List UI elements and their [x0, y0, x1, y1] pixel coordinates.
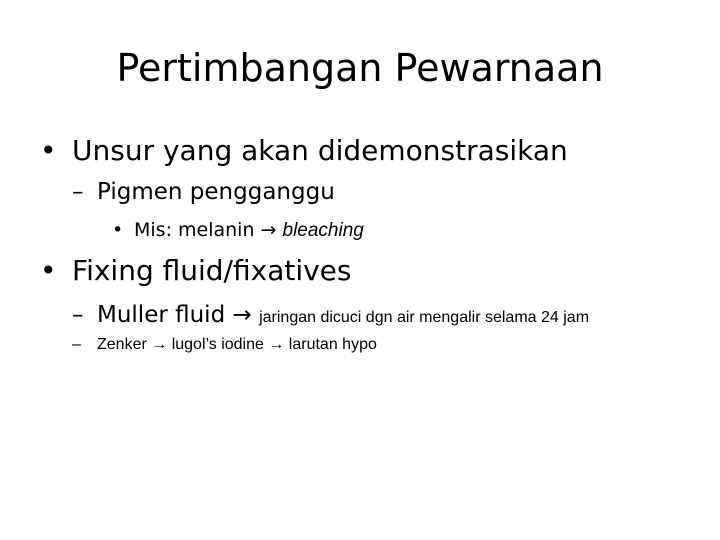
- bullet-item-1: [40, 133, 568, 169]
- bullet-marker: •: [40, 134, 57, 167]
- sub-item-text: Zenker → lugol’s iodine → larutan hypo: [97, 336, 377, 353]
- bullet-text: Unsur yang akan didemonstrasikan: [72, 134, 568, 167]
- emphasis-text: bleaching: [282, 220, 364, 241]
- bullet-item-2: [40, 253, 352, 289]
- bullet-marker: •: [112, 219, 124, 241]
- dash-marker: –: [72, 302, 84, 328]
- sub-item-text: Muller fluid →: [97, 302, 260, 328]
- sub-item-2: [72, 300, 589, 333]
- sub-sub-item-1: [112, 217, 364, 244]
- sub-item-1: [72, 177, 335, 207]
- sub-sub-item-text: Mis: melanin →: [134, 219, 283, 241]
- sub-item-3: [72, 333, 377, 357]
- bullet-marker: •: [40, 254, 57, 287]
- sub-item-text: Pigmen pengganggu: [97, 179, 335, 205]
- slide-title: Pertimbangan Pewarnaan: [116, 46, 604, 90]
- dash-marker: –: [72, 336, 81, 353]
- sub-item-detail: jaringan dicuci dgn air mengalir selama 24 jam: [259, 309, 590, 326]
- bullet-text: Fixing fluid/fixatives: [72, 254, 352, 287]
- dash-marker: –: [72, 179, 84, 205]
